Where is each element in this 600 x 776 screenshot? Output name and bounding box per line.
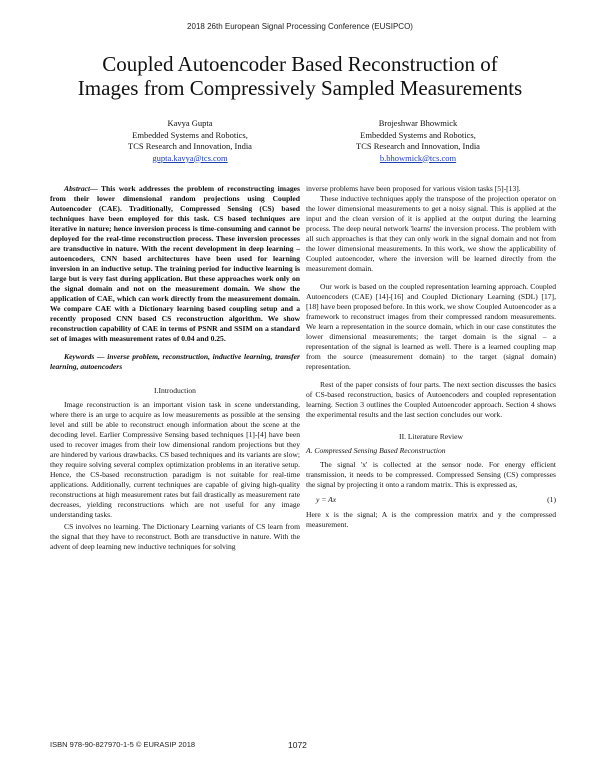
abstract-label: Abstract <box>64 184 91 193</box>
author-dept: Embedded Systems and Robotics, <box>360 129 476 140</box>
author-email-link[interactable]: b.bhowmick@tcs.com <box>379 152 457 163</box>
author-block-2 <box>308 118 528 164</box>
title-line-2: Images from Compressively Sampled Measurements <box>77 76 523 100</box>
keywords-text: inverse problem, reconstruction, inductive learning, transfer learning, autoencoders <box>50 352 300 371</box>
right-paragraph-0: inverse problems have been proposed for various vision tasks [5]-[13]. <box>306 184 521 193</box>
keywords-label: Keywords — <box>64 352 105 361</box>
conference-header: 2018 26th European Signal Processing Conference (EUSIPCO) <box>187 22 413 31</box>
author-name: Brojeshwar Bhowmick <box>378 118 458 128</box>
right-column <box>306 184 556 530</box>
subsection-heading: A. Compressed Sensing Based Reconstruction <box>306 446 446 455</box>
author-name: Kavya Gupta <box>167 118 213 128</box>
author-org: TCS Research and Innovation, India <box>356 141 480 151</box>
cs-paragraph-2: Here x is the signal; A is the compression matrix and y the compressed measurement. <box>306 510 556 529</box>
equation-row <box>316 495 556 505</box>
right-paragraph-3: Rest of the paper consists of four parts. The next section discusses the basics of CS-based reconstruction, basics of Autoencoders and coupled representation learning. Section 3 outlines the Coupled Autoencoder approach. Section 4 shows the experimental results and the last section concludes our work. <box>306 380 556 419</box>
keywords <box>50 352 300 372</box>
intro-paragraph-1: Image reconstruction is an important vision task in scene understanding, where there is an urge to acquire as low measurements as possible at the sensing level and still be able to reconstruct enough information about the scene at the decoding level. Earlier Compressive Sensing based techniques [1]-[4] have been used to recover images from their low dimensional random projections but they are hindered by various drawbacks. CS based techniques and its variants are slow; they require solving several complex optimization problems in an iterative setup. Hence, the CS-based reconstruction paradigm is not suitable for real-time applications. Additionally, current techniques are capable of giving high-quality reconstructions at high measurement rates but fail drastically as measurement rate decreases, yielding reconstructions which are not useful for any image understanding tasks. <box>50 400 300 519</box>
equation: y = Ax <box>316 495 337 504</box>
author-block-1 <box>80 118 300 164</box>
paper-title <box>40 52 560 100</box>
title-line-1: Coupled Autoencoder Based Reconstruction of <box>102 52 498 76</box>
right-paragraph-2: Our work is based on the coupled representation learning approach. Coupled Autoencoders (CAE) [14]-[16] and Coupled Dictionary Learning (SDL) [17], [18] have been proposed before. In this work, we show Coupled Autoencoder as a framework to reconstruct images from their compressed random measurements. We learn a representation in the source domain, which in our case constitutes the lower dimensional measurements; the target domain is the signal – a representation of the signal is learned as well. There is a learned coupling map from the source (measurement domain) to the target (signal domain) representation. <box>306 282 556 371</box>
intro-paragraph-2: CS involves no learning. The Dictionary Learning variants of CS learn from the signal that they have to reconstruct. Both are transductive in nature. With the advent of deep learning new inductive techniques for solving <box>50 522 300 551</box>
section-heading-literature-review: II. Literature Review <box>399 432 463 441</box>
cs-paragraph-1: The signal 'x' is collected at the sensor node. For energy efficient transmission, it needs to be compressed. Compressed Sensing (CS) compresses the signal by projecting it onto a random matrix. This is expressed as, <box>306 460 556 489</box>
author-org: TCS Research and Innovation, India <box>128 141 252 151</box>
section-heading-introduction: I.Introduction <box>154 386 196 395</box>
equation-number: (1) <box>547 495 556 504</box>
footer-isbn: ISBN 978-90-827970-1-5 © EURASIP 2018 <box>50 740 196 749</box>
right-paragraph-1: These inductive techniques apply the transpose of the projection operator on the lower dimensional measurements to get a noisy signal. This is applied at the input and the clean version of it is applied at the output during the learning process. The deep neural network 'learns' the inversion process. The problem with all such approaches is that they can only work in the signal domain and not from the lower dimensional measurements. In this work, we show the applicability of Coupled autoencoder, where the inversion will be learned directly from the measurement domain. <box>306 194 556 273</box>
abstract-text: — This work addresses the problem of reconstructing images from their lower dimensional random projections using Coupled Autoencoder (CAE). Traditionally, Compressed Sensing (CS) based techniques have been employed for this task. CS based techniques are iterative in nature; hence inversion process is time-consuming and cannot be deployed for the real-time reconstruction process. These inversion processes are transductive in nature. With the recent development in deep learning – autoencoders, CNN based architectures have been used for learning inversion in an inductive setup. The training period for inductive learning is large but is very fast during application. But these approaches work only on the signal domain and not on the measurement domain. We show the application of CAE, which can work directly from the measurement domain. We compare CAE with a Dictionary learning based coupling setup and a recently proposed CNN based CS reconstruction algorithm. We show reconstruction capability of CAE in terms of PSNR and SSIM on a standard set of images with measurement rates of 0.04 and 0.25. <box>50 184 300 343</box>
abstract <box>50 184 300 344</box>
left-column <box>50 184 300 552</box>
author-email-link[interactable]: gupta.kavya@tcs.com <box>152 152 228 163</box>
author-dept: Embedded Systems and Robotics, <box>132 129 248 140</box>
page-number: 1072 <box>288 740 307 750</box>
